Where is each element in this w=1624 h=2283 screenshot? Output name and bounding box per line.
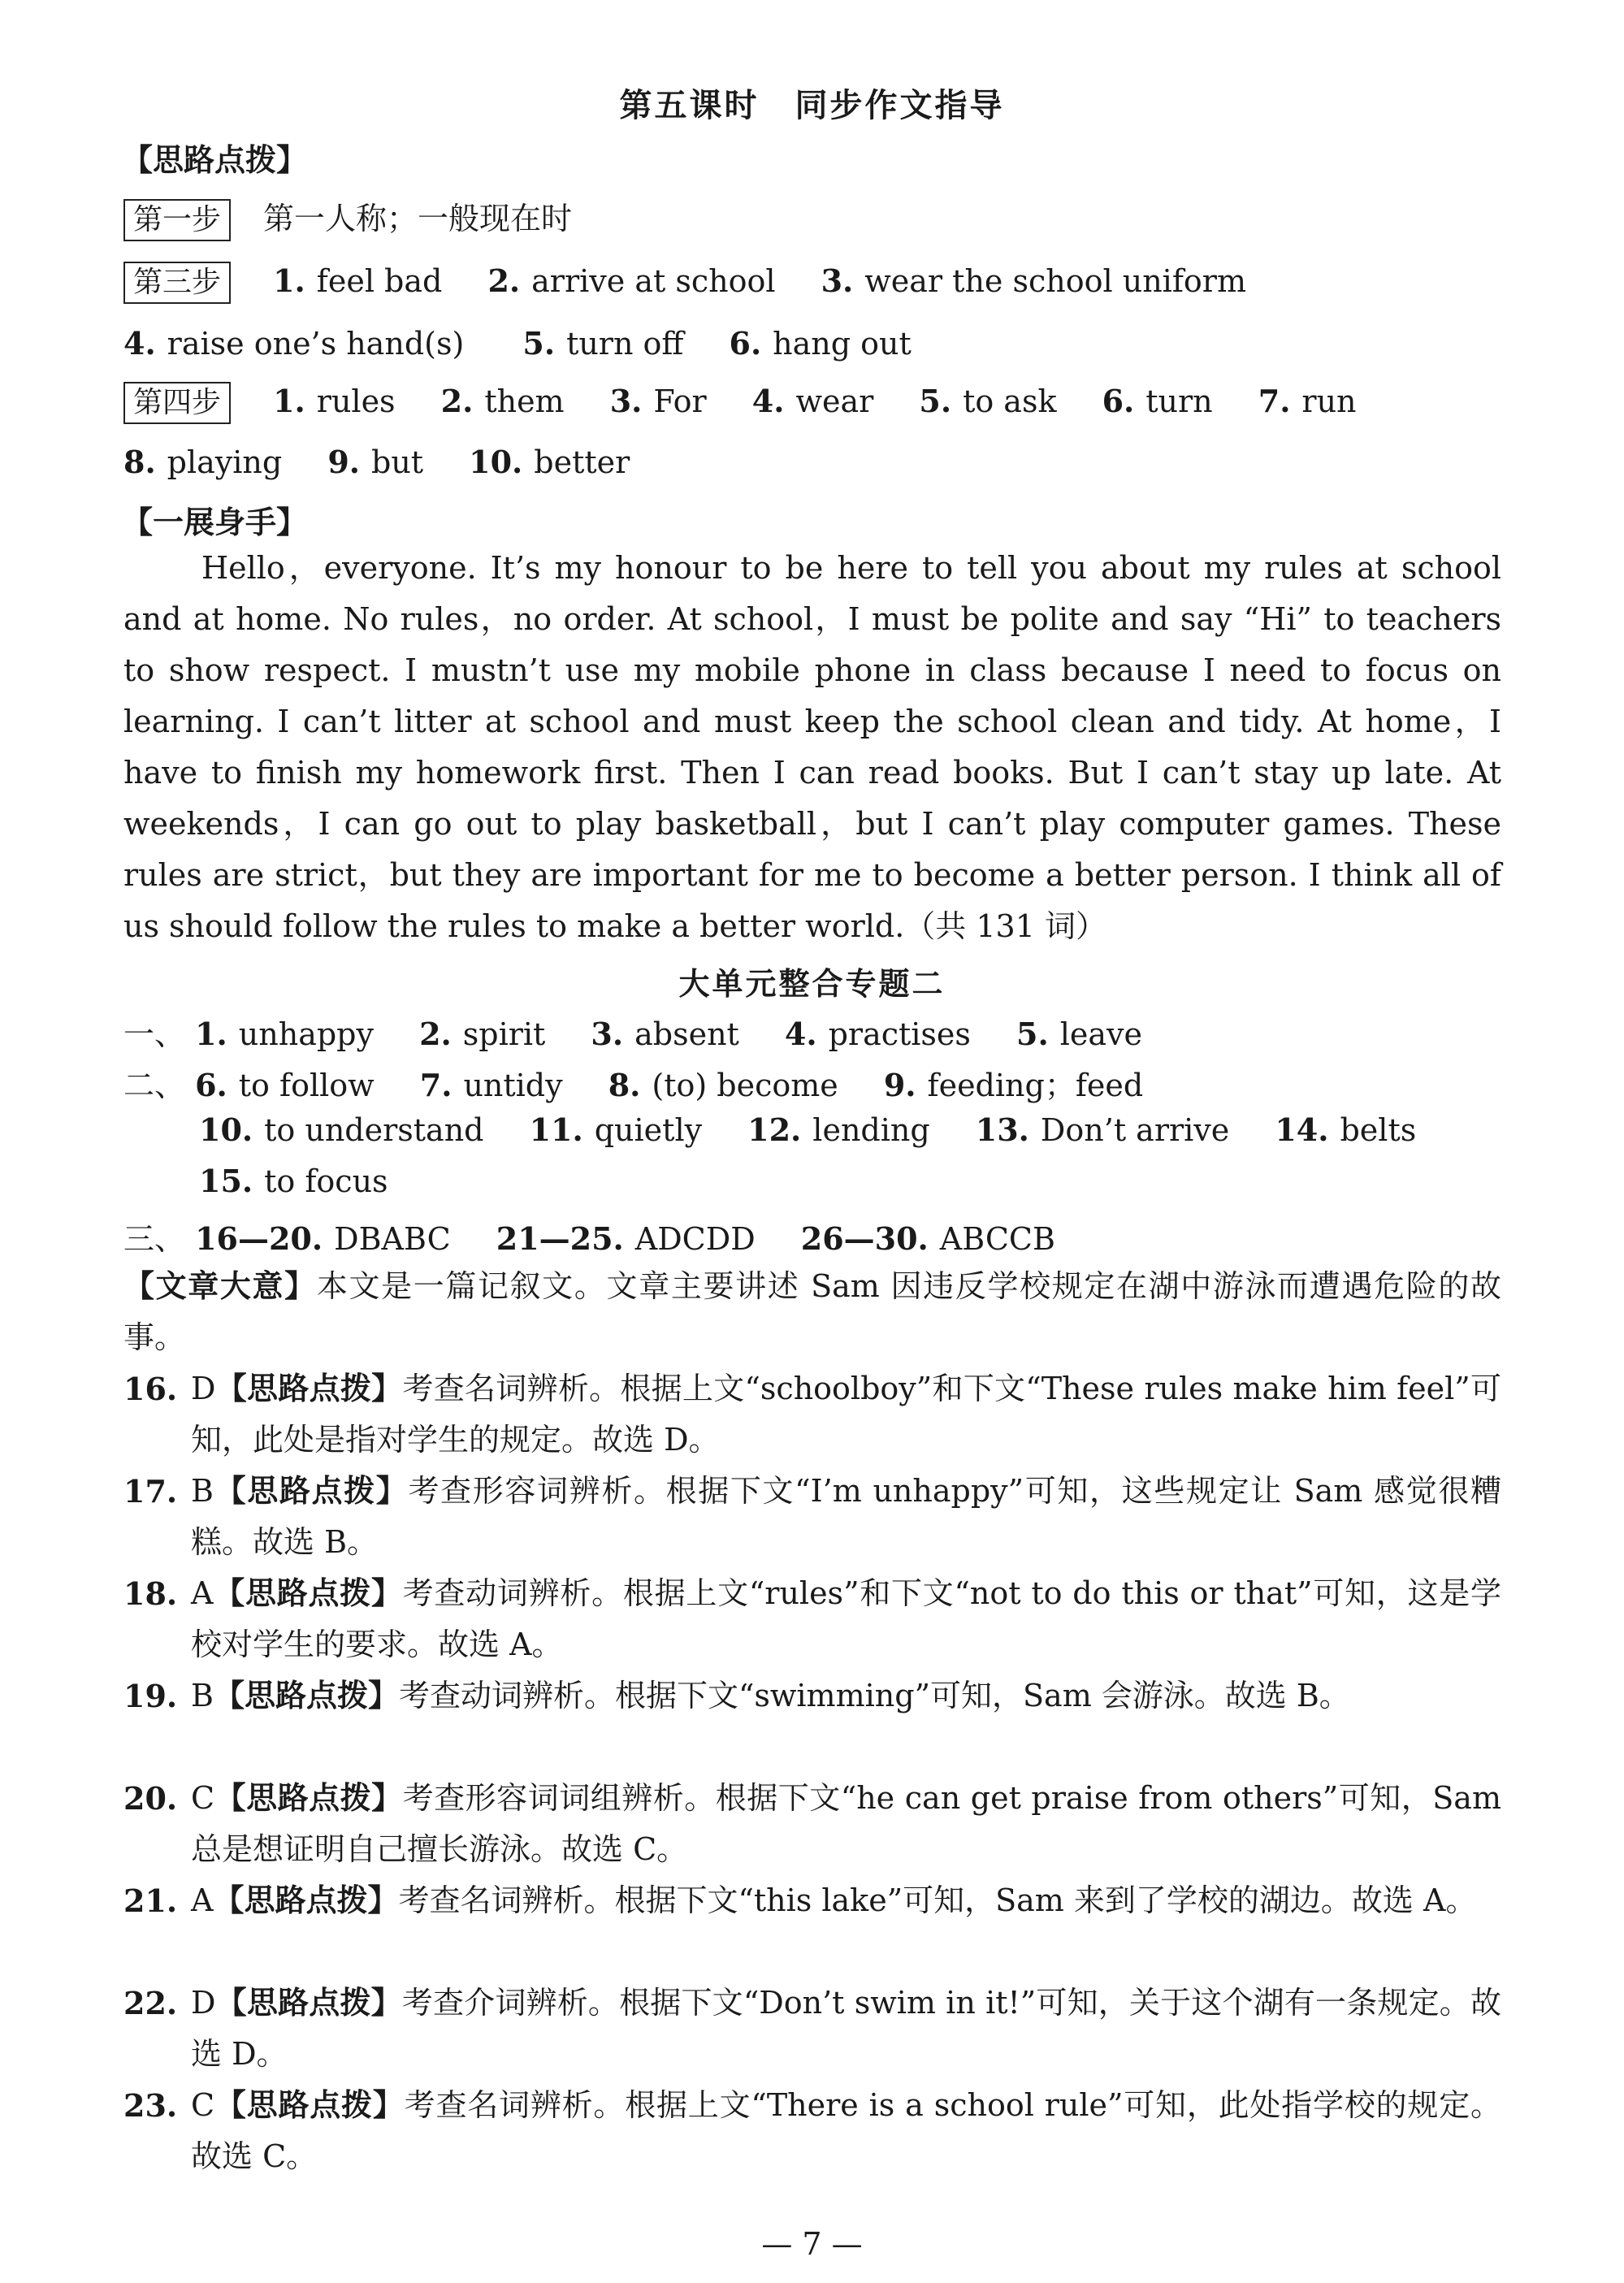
answer-item: 3. absent bbox=[591, 1016, 739, 1052]
title-part1: 第五课时 bbox=[619, 87, 760, 124]
part3-label: 三、 bbox=[123, 1221, 186, 1257]
explanation-text: 考查动词辨析。根据上文“rules”和下文“not to do this or that”可知，这是学校对学生的要求。故选 A。 bbox=[191, 1575, 1501, 1662]
hint-tag: 【思路点拨】 bbox=[214, 1780, 403, 1816]
hint-tag: 【思路点拨】 bbox=[213, 1575, 403, 1611]
hint-tag: 【思路点拨】 bbox=[215, 1985, 402, 2021]
question-number: 22. bbox=[123, 1985, 178, 2021]
answer-letter: C bbox=[191, 1780, 215, 1816]
step4-item: 6. turn bbox=[1102, 383, 1213, 419]
answer-item: 8. (to) become bbox=[608, 1067, 838, 1103]
explanation-text: 考查名词辨析。根据上文“There is a school rule”可知，此处指学校的规定。故选 C。 bbox=[191, 2087, 1501, 2174]
answer-letter: B bbox=[191, 1678, 214, 1713]
step3-item: 5. turn off bbox=[522, 325, 684, 362]
step1-box: 第一步 bbox=[123, 199, 231, 241]
step4-item: 4. wear bbox=[751, 383, 874, 419]
question-number: 23. bbox=[123, 2087, 178, 2124]
answer-item: 16—20. DBABC bbox=[195, 1220, 451, 1257]
part2-answers-line3 bbox=[199, 1163, 424, 1199]
answer-item: 6. to follow bbox=[195, 1067, 375, 1103]
part1-label: 一、 bbox=[123, 1016, 186, 1052]
step1-line bbox=[123, 193, 572, 241]
step3-line2 bbox=[123, 325, 947, 362]
part3-answers bbox=[123, 1214, 1091, 1258]
question-number: 19. bbox=[123, 1678, 178, 1714]
question-number: 20. bbox=[123, 1780, 178, 1817]
part2-answers-line1 bbox=[123, 1060, 1179, 1105]
section-heading-思路点拨: 【思路点拨】 bbox=[122, 142, 308, 178]
hint-tag: 【思路点拨】 bbox=[213, 1473, 409, 1509]
explanation-text: 考查动词辨析。根据下文“swimming”可知，Sam 会游泳。故选 B。 bbox=[398, 1678, 1350, 1713]
answer-item: 9. feeding；feed bbox=[883, 1067, 1144, 1103]
question-explanation bbox=[123, 1568, 1501, 1670]
page-title bbox=[0, 80, 1624, 126]
step3-box: 第三步 bbox=[123, 262, 231, 304]
essay-paragraph: Hello，everyone. It’s my honour to be here to tell you about my rules at school and at home. No rules，no order. At school，I must be polite and say “Hi” to teachers to show respect. I mustn’t use my mobile phone in class because I need to focus on learning. I can’t litter at school and must keep the school clean and tidy. At home，I have to finish my homework first. Then I can read books. But I can’t stay up late. At weekends，I can go out to play basketball，but I can’t play computer games. These rules are strict，but they are important for me to become a better person. I think all of us should follow the rules to make a better world.（共 131 词） bbox=[123, 550, 1501, 944]
step3-item: 1. feel bad bbox=[273, 262, 443, 299]
summary-tag: 【文章大意】 bbox=[123, 1268, 317, 1304]
answer-letter: C bbox=[191, 2087, 215, 2123]
answer-item: 12. lending bbox=[747, 1111, 930, 1148]
hint-tag: 【思路点拨】 bbox=[213, 1678, 399, 1713]
answer-item: 7. untidy bbox=[419, 1067, 563, 1103]
answer-item: 13. Don’t arrive bbox=[975, 1111, 1230, 1148]
part2-answers-line2 bbox=[199, 1111, 1452, 1148]
answer-letter: D bbox=[191, 1985, 216, 2021]
step4-item: 1. rules bbox=[273, 383, 396, 419]
step3-item: 3. wear the school uniform bbox=[821, 262, 1246, 299]
step3-line1 bbox=[123, 262, 1282, 304]
question-number: 17. bbox=[123, 1473, 178, 1510]
question-explanation bbox=[123, 1773, 1501, 1875]
step4-item: 8. playing bbox=[123, 444, 283, 480]
summary-text: 本文是一篇记叙文。文章主要讲述 Sam 因违反学校规定在湖中游泳而遭遇危险的故事。 bbox=[123, 1268, 1501, 1355]
question-explanation bbox=[123, 1466, 1501, 1568]
hint-tag: 【思路点拨】 bbox=[214, 2087, 405, 2123]
answer-item: 4. practises bbox=[784, 1016, 971, 1052]
answer-item: 15. to focus bbox=[199, 1163, 388, 1199]
question-explanation bbox=[123, 2080, 1501, 2182]
question-explanation bbox=[123, 1978, 1501, 2080]
answer-item: 5. leave bbox=[1016, 1016, 1142, 1052]
step4-line1 bbox=[123, 382, 1392, 424]
answer-item: 1. unhappy bbox=[195, 1016, 374, 1052]
step4-line2 bbox=[123, 444, 665, 480]
explanation-text: 考查形容词词组辨析。根据下文“he can get praise from others”可知，Sam 总是想证明自己擅长游泳。故选 C。 bbox=[191, 1780, 1501, 1867]
answer-letter: A bbox=[191, 1575, 214, 1611]
answer-item: 26—30. ABCCB bbox=[800, 1220, 1055, 1257]
title-part2: 同步作文指导 bbox=[795, 87, 1005, 124]
question-number: 21. bbox=[123, 1882, 178, 1919]
answer-letter: A bbox=[191, 1882, 214, 1918]
question-number: 16. bbox=[123, 1371, 178, 1407]
step4-item: 5. to ask bbox=[919, 383, 1057, 419]
step4-item: 7. run bbox=[1258, 383, 1357, 419]
answer-item: 10. to understand bbox=[199, 1111, 484, 1148]
section-heading-一展身手: 【一展身手】 bbox=[122, 505, 308, 540]
answer-item: 11. quietly bbox=[529, 1111, 703, 1148]
part2-label: 二、 bbox=[123, 1068, 186, 1103]
step4-item: 10. better bbox=[469, 444, 630, 480]
step3-item: 6. hang out bbox=[729, 325, 912, 362]
section-subtitle: 大单元整合专题二 bbox=[678, 966, 946, 1002]
part1-answers bbox=[123, 1009, 1178, 1054]
answer-item: 2. spirit bbox=[419, 1016, 546, 1052]
step1-text: 第一人称；一般现在时 bbox=[263, 201, 573, 236]
step4-box: 第四步 bbox=[123, 382, 231, 424]
explanation-text: 考查名词辨析。根据下文“this lake”可知，Sam 来到了学校的湖边。故选 A。 bbox=[398, 1882, 1477, 1918]
step4-item: 3. For bbox=[609, 383, 707, 419]
question-explanation bbox=[123, 1363, 1501, 1466]
page-number: — 7 — bbox=[761, 2226, 863, 2262]
hint-tag: 【思路点拨】 bbox=[213, 1882, 399, 1918]
explanation-text: 考查名词辨析。根据上文“schoolboy”和下文“These rules make him feel”可知，此处是指对学生的规定。故选 D。 bbox=[191, 1371, 1501, 1458]
article-summary bbox=[123, 1261, 1501, 1363]
step3-item: 4. raise one’s hand(s) bbox=[123, 325, 465, 362]
step4-item: 9. but bbox=[327, 444, 424, 480]
explanation-text: 考查介词辨析。根据下文“Don’t swim in it!”可知，关于这个湖有一条规定。故选 D。 bbox=[191, 1985, 1501, 2072]
hint-tag: 【思路点拨】 bbox=[215, 1371, 403, 1406]
answer-item: 14. belts bbox=[1275, 1111, 1417, 1148]
question-explanation bbox=[123, 1670, 1501, 1722]
step3-item: 2. arrive at school bbox=[487, 262, 776, 299]
answer-letter: B bbox=[191, 1473, 214, 1509]
question-number: 18. bbox=[123, 1575, 178, 1612]
step4-item: 2. them bbox=[440, 383, 565, 419]
explanation-text: 考查形容词辨析。根据下文“I’m unhappy”可知，这些规定让 Sam 感觉很糟糕。故选 B。 bbox=[191, 1473, 1501, 1560]
question-explanation bbox=[123, 1875, 1501, 1926]
answer-item: 21—25. ADCDD bbox=[496, 1220, 756, 1257]
answer-letter: D bbox=[191, 1371, 216, 1406]
